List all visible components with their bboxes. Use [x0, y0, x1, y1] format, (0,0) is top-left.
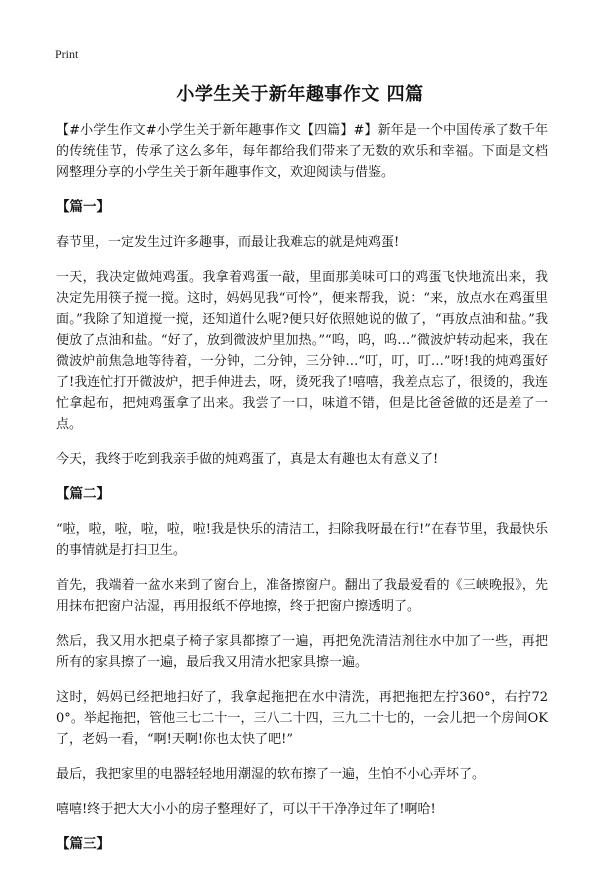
- paragraph: 一天，我决定做炖鸡蛋。我拿着鸡蛋一敲，里面那美味可口的鸡蛋飞快地流出来，我决定先用筷子搅一搅。这时，妈妈见我“可怜”，便来帮我，说：“来，放点水在鸡蛋里面。”我除了知道搅一搅，还知道什么呢?便只好依照她说的做了，“再放点油和盐。”我便放了点油和盐。“好了，放到微波炉里加热。”“呜，呜，呜…”微波炉转动起来，我在微波炉前焦急地等待着，一分钟，二分钟，三分钟…“叮，叮，叮…”呀!我的炖鸡蛋好了!我连忙打开微波炉，把手伸进去，呀，烫死我了!嘻嘻，我差点忘了，很烫的，我连忙拿起布，把炖鸡蛋拿了出来。我尝了一口，味道不错，但是比爸爸做的还是差了一点。: [56, 270, 548, 432]
- article-body: [56, 120, 548, 869]
- paragraph: 这时，妈妈已经把地扫好了，我拿起拖把在水中清洗，再把拖把左拧360°，右拧720°。举起拖把，管他三七二十一，三八二十四，三九二十七的，一会儿把一个房间OK了，老妈一看，“啊!天啊!你也太快了吧!”: [56, 690, 548, 747]
- intro-paragraph: 【#小学生作文#小学生关于新年趣事作文【四篇】#】新年是一个中国传承了数千年的传统佳节，传承了这么多年，每年都给我们带来了无数的欢乐和幸福。下面是文档网整理分享的小学生关于新年趣事作文，欢迎阅读与借鉴。: [56, 123, 548, 180]
- paragraph: 最后，我把家里的电器轻轻地用潮湿的软布擦了一遍，生怕不小心弄坏了。: [56, 767, 486, 782]
- paragraph: 今天，我终于吃到我亲手做的炖鸡蛋了，真是太有趣也太有意义了!: [56, 452, 439, 467]
- section-heading-3: 【篇三】: [56, 836, 110, 852]
- print-link[interactable]: Print: [55, 47, 79, 61]
- section-heading-1: 【篇一】: [56, 199, 110, 215]
- paragraph: 嘻嘻!终于把大大小小的房子整理好了，可以干干净净过年了!啊哈!: [56, 802, 436, 817]
- section-heading-2: 【篇二】: [56, 486, 110, 502]
- paragraph: “啦，啦，啦，啦，啦，啦!我是快乐的清洁工，扫除我呀最在行!”在春节里，我最快乐的事情就是打扫卫生。: [56, 522, 548, 558]
- paragraph: 春节里，一定发生过许多趣事，而最让我难忘的就是炖鸡蛋!: [56, 235, 400, 250]
- paragraph: 然后，我又用水把桌子椅子家具都擦了一遍，再把免洗清洁剂往水中加了一些，再把所有的家具擦了一遍，最后我又用清水把家具擦一遍。: [56, 634, 548, 670]
- page-title: 小学生关于新年趣事作文 四篇: [176, 84, 424, 105]
- paragraph: 首先，我端着一盆水来到了窗台上，准备擦窗户。翻出了我最爱看的《三峡晚报》，先用抹布把窗户沾湿，再用报纸不停地擦，终于把窗户擦透明了。: [56, 578, 548, 614]
